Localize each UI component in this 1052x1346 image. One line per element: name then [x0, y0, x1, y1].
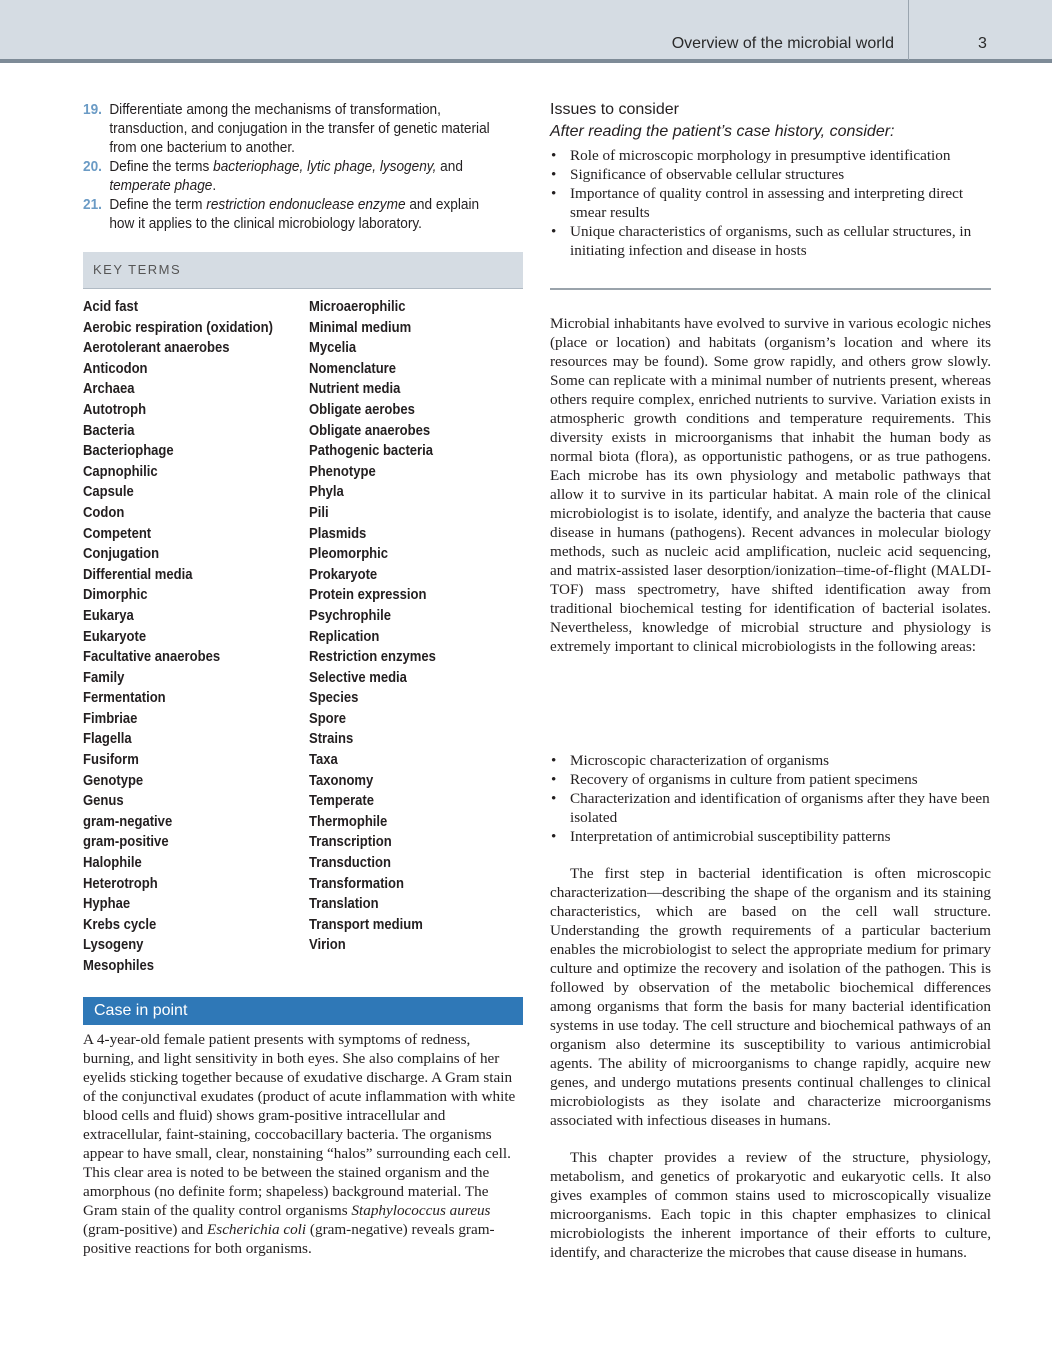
key-term: Aerobic respiration (oxidation) [83, 319, 273, 336]
key-term: Pleomorphic [309, 546, 389, 563]
issue-item: • Importance of quality control in assessing and interpreting direct smear results [550, 184, 980, 222]
key-term: Capsule [83, 484, 134, 501]
key-term: Prokaryote [309, 566, 378, 583]
key-term: Genotype [83, 772, 144, 789]
header-divider [908, 0, 909, 60]
key-term: Family [83, 669, 125, 686]
issues-list [550, 146, 980, 260]
key-term: Genus [83, 793, 124, 810]
case-in-point-header [83, 997, 523, 1025]
key-term: Transport medium [309, 916, 423, 933]
key-term: Pili [309, 504, 329, 521]
objective-item [83, 158, 497, 196]
objective-text: Define the terms [109, 159, 214, 175]
organism-name: Staphylococcus aureus [351, 1202, 491, 1219]
area-item: • Microscopic characterization of organisms [550, 751, 991, 770]
key-term: Microaerophilic [309, 299, 406, 315]
case-description [83, 1030, 523, 1258]
objective-number: 19. [83, 102, 102, 118]
key-term: Anticodon [83, 360, 148, 377]
key-term: Spore [309, 710, 346, 727]
objective-number: 20. [83, 159, 102, 175]
issue-item: • Unique characteristics of organisms, such as cellular structures, in initiating infection and disease in hosts [550, 222, 980, 260]
body-paragraph: This chapter provides a review of the structure, physiology, metabolism, and genetics of prokaryotic and eukaryotic cells. It also gives examples of common stains used to microscopically visualize microorganisms. Each topic in this chapter emphasizes to clinical microbiologists the inherent importance of their efforts to culture, identify, and characterize the microbes that cause disease in humans. [550, 1149, 991, 1261]
key-term: Acid fast [83, 299, 139, 315]
objective-term: restriction endonuclease enzyme [206, 197, 406, 213]
objective-item [83, 101, 497, 158]
header-rule [0, 59, 1052, 63]
key-term: Competent [83, 525, 152, 542]
key-term: Nomenclature [309, 360, 397, 377]
key-term: Flagella [83, 731, 132, 748]
case-text: (gram-negative) reveals gram-positive reactions for both organisms. [83, 1221, 495, 1257]
key-term: Minimal medium [309, 319, 412, 336]
key-term: Obligate aerobes [309, 401, 415, 418]
key-term: Bacteriophage [83, 443, 174, 460]
key-term: Conjugation [83, 546, 160, 563]
key-term: Mycelia [309, 340, 357, 357]
page-number: 3 [978, 35, 987, 52]
key-term: Replication [309, 628, 380, 645]
areas-list [550, 751, 991, 846]
key-term: gram-positive [83, 834, 169, 851]
objective-item [83, 196, 497, 234]
learning-objectives [83, 101, 497, 234]
body-paragraph: The first step in bacterial identification is often microscopic characterization—describing the shape of the organism and its staining characteristics, which are based on the cell wall structure. Understanding the growth requirements of a particular bacterium enables the microbiologist to select the appropriate medium for primary culture and optimize the recovery and isolation of the pathogen. This is followed by observation of the metabolic biochemical differences among organisms that form the basis for many bacterial identification systems in use today. The cell structure and biochemical pathways of an organism also determine its susceptibility to various antimicrobial agents. The ability of microorganisms to change rapidly, acquire new genes, and undergo mutations presents continual challenges to clinical microbiologists as they isolate and characterize microorganisms associated with infectious diseases in humans. [550, 865, 991, 1129]
key-term: Halophile [83, 855, 142, 872]
key-term: Hyphae [83, 896, 131, 913]
objective-text: and explain how it applies to the clinical microbiology laboratory. [109, 197, 480, 232]
key-terms-column-1 [83, 297, 290, 977]
key-term: Fimbriae [83, 710, 138, 727]
key-term: Codon [83, 504, 125, 521]
case-in-point-heading: Case in point [94, 1002, 188, 1019]
key-term: Archaea [83, 381, 135, 398]
objective-number: 21. [83, 197, 102, 213]
objective-text: Define the term [109, 197, 207, 213]
key-term: Fusiform [83, 752, 139, 769]
issues-heading: Issues to consider [550, 101, 679, 118]
organism-name: Escherichia coli [207, 1221, 307, 1238]
key-term: Transcription [309, 834, 392, 851]
area-item: • Characterization and identification of organisms after they have been isolated [550, 789, 991, 827]
issue-item: • Role of microscopic morphology in presumptive identification [550, 146, 980, 165]
objective-text: and [436, 159, 463, 175]
key-term: Aerotolerant anaerobes [83, 340, 230, 357]
key-term: Phyla [309, 484, 344, 501]
key-term: Selective media [309, 669, 407, 686]
key-terms-header [83, 252, 523, 289]
issue-item: • Significance of observable cellular structures [550, 165, 980, 184]
key-term: Dimorphic [83, 587, 148, 604]
key-term: Facultative anaerobes [83, 649, 221, 666]
key-term: Thermophile [309, 813, 388, 830]
key-term: Strains [309, 731, 354, 748]
key-term: Plasmids [309, 525, 367, 542]
key-term: Protein expression [309, 587, 427, 604]
key-term: Heterotroph [83, 875, 158, 892]
page-header [0, 0, 1052, 60]
key-term: Bacteria [83, 422, 135, 439]
key-term: Species [309, 690, 359, 707]
key-term: Restriction enzymes [309, 649, 436, 666]
key-term: gram-negative [83, 813, 173, 830]
body-paragraph: Microbial inhabitants have evolved to survive in various ecologic niches (place or location) and habitats (organism’s location and where its resources may be found). Some grow rapidly, and others grow slowly. Some can replicate with a minimal number of nutrients present, whereas others require complex, enriched nutrients to survive. Variation exists in atmospheric growth conditions and temperature requirements. This diversity exists in microorganisms that inhabit the human body as normal biota (flora), as opportunistic pathogens, or as true pathogens. Each microbe has its own physiology and metabolic pathways that allow it to survive in its particular habitat. A main role of the clinical microbiologist is to isolate, identify, and analyze the bacteria that cause disease in humans (pathogens). Recent advances in molecular biology methods, such as nucleic acid amplification, nucleic acid sequencing, and matrix-assisted laser desorption/ionization–time-of-flight (MALDI-TOF) mass spectrometry, have shifted identification away from traditional biochemical testing for identification of bacterial isolates. Nevertheless, knowledge of microbial structure and physiology is extremely important to clinical microbiologists in the following areas: [550, 315, 991, 655]
objective-term: bacteriophage, lytic phage, lysogeny, [213, 159, 437, 175]
case-text: (gram-positive) and [83, 1221, 207, 1238]
key-term: Phenotype [309, 463, 376, 480]
key-term: Nutrient media [309, 381, 401, 398]
objective-text: Differentiate among the mechanisms of transformation, transduction, and conjugation in the transfer of genetic material from one bacterium to another. [109, 102, 490, 156]
key-term: Obligate anaerobes [309, 422, 431, 439]
key-term: Taxa [309, 752, 338, 769]
key-term: Eukaryote [83, 628, 147, 645]
key-term: Transformation [309, 875, 404, 892]
objective-text: . [212, 178, 217, 194]
key-term: Translation [309, 896, 379, 913]
key-term: Temperate [309, 793, 375, 810]
key-term: Autotroph [83, 401, 147, 418]
area-item: • Interpretation of antimicrobial susceptibility patterns [550, 827, 991, 846]
key-term: Virion [309, 937, 346, 954]
key-term: Taxonomy [309, 772, 374, 789]
key-term: Differential media [83, 566, 193, 583]
key-term: Fermentation [83, 690, 166, 707]
key-terms-column-2 [309, 297, 507, 956]
key-term: Capnophilic [83, 463, 158, 480]
key-terms-heading: KEY TERMS [93, 262, 182, 277]
issues-subheading: After reading the patient’s case history, consider: [550, 123, 895, 140]
running-title: Overview of the microbial world [671, 35, 894, 52]
key-term: Transduction [309, 855, 391, 872]
key-term: Krebs cycle [83, 916, 157, 933]
objective-term: temperate phage [109, 178, 213, 194]
key-term: Psychrophile [309, 607, 391, 624]
key-term: Pathogenic bacteria [309, 443, 434, 460]
key-term: Lysogeny [83, 937, 144, 954]
key-term: Mesophiles [83, 958, 155, 974]
key-term: Eukarya [83, 607, 134, 624]
area-item: • Recovery of organisms in culture from patient specimens [550, 770, 991, 789]
issues-divider [550, 288, 991, 290]
case-text: A 4-year-old female patient presents with symptoms of redness, burning, and light sensitivity in both eyes. She also complains of her eyelids sticking together because of exudative discharge. A Gram stain of the conjunctival exudates (product of acute inflammation with white blood cells and fluid) shows gram-positive intracellular and extracellular, faint-staining, coccobacillary bacteria. The organisms appear to have small, clear, nonstaining “halos” surrounding each cell. This clear area is noted to be between the stained organism and the amorphous (no definite form; shapeless) background material. The Gram stain of the quality control organisms [83, 1031, 516, 1219]
